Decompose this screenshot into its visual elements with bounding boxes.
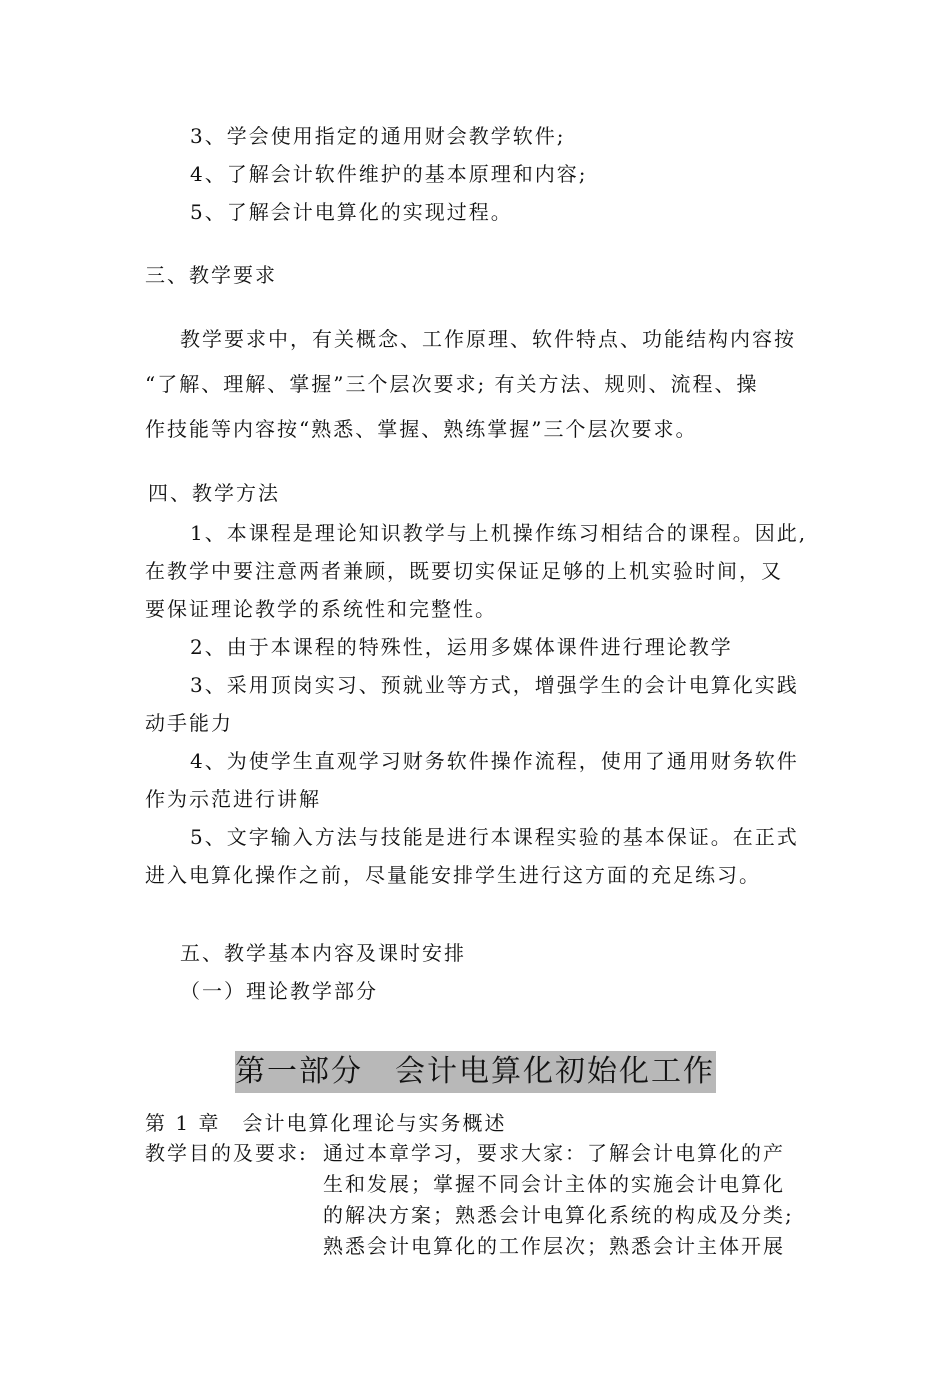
section-5-heading: 五、教学基本内容及课时安排 — [180, 941, 466, 965]
goal-label: 教学目的及要求: — [145, 1141, 308, 1165]
section-4-line-2: 在教学中要注意两者兼顾，既要切实保证足够的上机实验时间，又 — [145, 559, 783, 583]
section-4-heading: 四、教学方法 — [148, 481, 280, 505]
section-4-line-8: 作为示范进行讲解 — [145, 787, 321, 811]
section-3-para-line-1: 教学要求中，有关概念、工作原理、软件特点、功能结构内容按 — [180, 327, 796, 351]
section-4-line-3: 要保证理论教学的系统性和完整性。 — [145, 597, 497, 621]
section-4-line-9: 5、文字输入方法与技能是进行本课程实验的基本保证。在正式 — [190, 825, 799, 849]
section-3-heading: 三、教学要求 — [145, 263, 277, 287]
chapter-1-title: 第 1 章 会计电算化理论与实务概述 — [145, 1111, 507, 1135]
section-4-line-10: 进入电算化操作之前，尽量能安排学生进行这方面的充足练习。 — [145, 863, 761, 887]
part-1-banner: 第一部分 会计电算化初始化工作 — [235, 1051, 716, 1093]
goal-line-3: 的解决方案；熟悉会计电算化系统的构成及分类; — [323, 1203, 794, 1227]
section-5-subheading: （一）理论教学部分 — [180, 979, 378, 1003]
goal-line-2: 生和发展；掌握不同会计主体的实施会计电算化 — [323, 1172, 785, 1196]
list-item-3: 3、学会使用指定的通用财会教学软件; — [190, 124, 566, 148]
list-item-5: 5、了解会计电算化的实现过程。 — [190, 200, 513, 224]
section-4-line-4: 2、由于本课程的特殊性，运用多媒体课件进行理论教学 — [190, 635, 733, 659]
section-4-line-5: 3、采用顶岗实习、预就业等方式，增强学生的会计电算化实践 — [190, 673, 799, 697]
goal-line-4: 熟悉会计电算化的工作层次；熟悉会计主体开展 — [323, 1234, 785, 1258]
section-4-line-1: 1、本课程是理论知识教学与上机操作练习相结合的课程。因此, — [190, 521, 808, 545]
section-4-line-6: 动手能力 — [145, 711, 233, 735]
section-3-para-line-2: “了解、理解、掌握”三个层次要求; 有关方法、规则、流程、操 — [145, 372, 759, 396]
goal-line-1: 通过本章学习，要求大家：了解会计电算化的产 — [323, 1141, 785, 1165]
section-3-para-line-3: 作技能等内容按“熟悉、掌握、熟练掌握”三个层次要求。 — [145, 417, 698, 441]
list-item-4: 4、了解会计软件维护的基本原理和内容; — [190, 162, 588, 186]
section-4-line-7: 4、为使学生直观学习财务软件操作流程，使用了通用财务软件 — [190, 749, 799, 773]
